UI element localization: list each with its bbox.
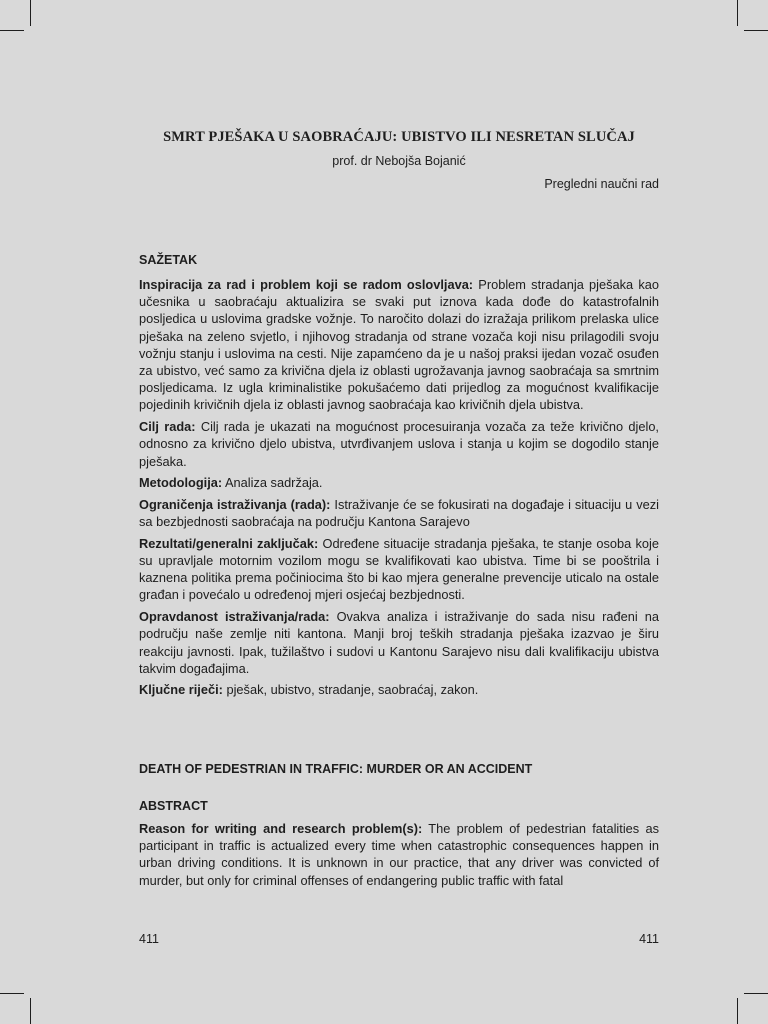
page-number-right: 411: [639, 932, 659, 946]
section-text: Ovakva analiza i istraživanje do sada nisu rađeni na području naše zemlje niti kantona. Manji broj teških stradanja pješaka izazvao je širu reakciju javnosti. Ipak, tužilaštvo i sudovi u Kantonu Sarajevo nisu dali kvalifikaciju ubistva takvim događajima.: [139, 609, 659, 676]
sazetak-heading: SAŽETAK: [139, 253, 198, 267]
crop-mark: [737, 998, 738, 1024]
section-text: Cilj rada je ukazati na mogućnost procesuiranja vozača za teže krivično djelo, odnosno za krivično djelo ubistva, utvrđivanjem uslova i stanja u kojim se dogodilo stanje pješaka.: [139, 419, 659, 469]
section-text: Istraživanje će se fokusirati na događaje i situaciju u vezi sa bezbjednosti saobraćaja na području Kantona Sarajevo: [139, 496, 659, 530]
section-results: [139, 535, 659, 604]
section-label: Ograničenja istraživanja (rada):: [139, 496, 331, 512]
author-line: prof. dr Nebojša Bojanić: [332, 154, 466, 168]
section-methodology: [139, 474, 659, 491]
crop-mark: [0, 30, 24, 31]
section-justification: [139, 608, 659, 677]
section-label: Reason for writing and research problem(s):: [139, 821, 423, 836]
crop-mark: [744, 30, 768, 31]
section-text: Problem stradanja pješaka kao učesnika u saobraćaju aktualizira se svaki put iznova kada dođe do katastrofalnih posljedica u uslovima gradske vožnje. To naročito dolazi do izražaja prilikom prelaska ulice pješaka na zeleno svjetlo, i njihovog stradanja od strane vozača koji nisu prilagodili svoju vožnju stanju i uslovima na cesti. Nije zapamćeno da je u našoj praksi ijedan vozač osuđen za ubistvo, već samo za krivična djela iz oblasti ugrožavanja javnog saobraćaja sa smrtnim posljedicama. Iz ugla kriminalistike pokušaćemo dati prijedlog za mogućnost kvalifikacije pojedinih krivičnih djela iz oblasti javnog saobraćaja kao krivičnih djela ubistva.: [139, 277, 659, 413]
section-limitations: [139, 496, 659, 530]
page-number-left: 411: [139, 932, 159, 946]
section-text: The problem of pedestrian fatalities as participant in traffic is actualized every time when catastrophic consequences happen in urban driving conditions. It is unknown in our practice, that any driver was convicted of murder, but only for criminal offenses of endangering public traffic with fatal: [139, 821, 659, 888]
crop-mark: [0, 993, 24, 994]
section-goal: [139, 418, 659, 470]
section-text: Analiza sadržaja.: [222, 475, 323, 491]
paper-page: [139, 0, 659, 1024]
section-label: Cilj rada:: [139, 419, 196, 435]
section-inspiration: [139, 276, 659, 414]
sazetak-body: [139, 276, 659, 703]
section-label: Rezultati/generalni zaključak:: [139, 535, 319, 551]
abstract-heading: ABSTRACT: [139, 799, 208, 813]
english-title: DEATH OF PEDESTRIAN IN TRAFFIC: MURDER OR AN ACCIDENT: [139, 762, 533, 776]
section-text: pješak, ubistvo, stradanje, saobraćaj, zakon.: [222, 682, 479, 698]
section-keywords: [139, 681, 659, 698]
crop-mark: [744, 993, 768, 994]
paper-type: Pregledni naučni rad: [544, 177, 659, 191]
section-label: Metodologija:: [139, 475, 223, 491]
crop-mark: [30, 998, 31, 1024]
abstract-body: [139, 820, 659, 889]
paper-title: SMRT PJEŠAKA U SAOBRAĆAJU: UBISTVO ILI NESRETAN SLUČAJ: [163, 129, 635, 145]
section-text: Određene situacije stradanja pješaka, te stanje osoba koje su upravljale motornim vozilom mogu se kvalifikovati kao ubistva. Time bi se pooštrila i kaznena politika prema počiniocima što bi kao mjera generalne prevencije uticalo na ostale građan i povećalo u određenoj mjeri osjećaj bezbjednosti.: [139, 535, 659, 603]
section-reason: [139, 820, 659, 889]
crop-mark: [30, 0, 31, 26]
section-label: Inspiracija za rad i problem koji se radom oslovljava:: [139, 277, 474, 292]
crop-mark: [737, 0, 738, 26]
section-label: Opravdanost istraživanja/rada:: [139, 609, 330, 625]
section-label: Ključne riječi:: [139, 682, 223, 698]
